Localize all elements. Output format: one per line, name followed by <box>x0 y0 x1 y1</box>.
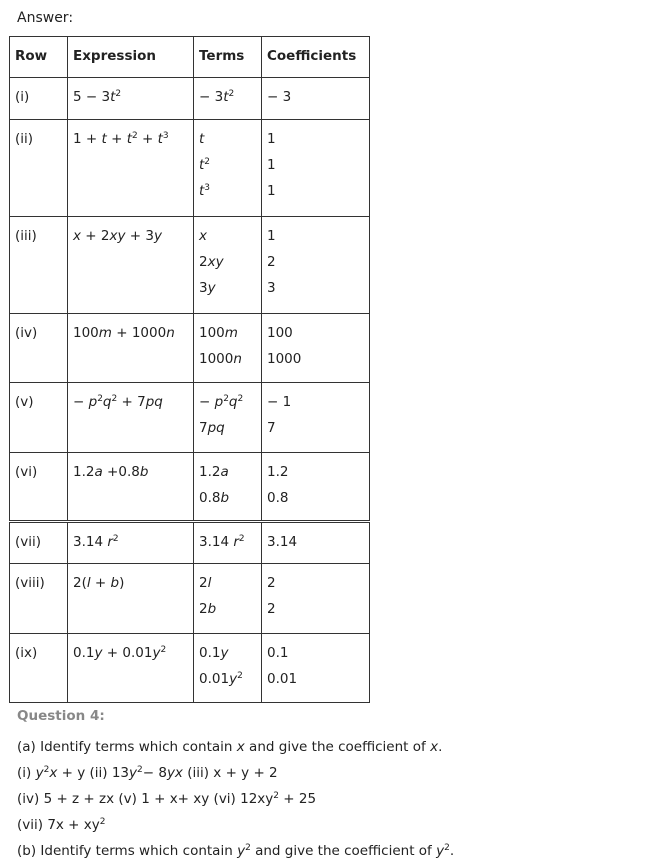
term: x <box>199 228 207 244</box>
coefficients-cell <box>262 634 370 703</box>
term: 2l <box>199 575 212 591</box>
coefficients-cell <box>262 78 370 120</box>
term: − $3t^2$ <box>199 89 235 105</box>
term: $t^2$ <box>199 157 211 173</box>
coefficient: 0.8 <box>267 490 289 506</box>
coefficient: 2 <box>267 601 276 617</box>
terms-cell <box>194 120 262 217</box>
expression-cell: 2(l + b) <box>68 564 194 634</box>
terms-cell <box>194 634 262 703</box>
table-row <box>10 78 370 120</box>
terms-cell <box>194 564 262 634</box>
coefficient: 2 <box>267 254 276 270</box>
header-row: Row <box>10 37 68 78</box>
question-line: (a) Identify terms which contain x and give the coefficient of x. <box>17 739 443 755</box>
row-label: (viii) <box>10 564 68 634</box>
term: 1.2a <box>199 464 229 480</box>
expression-cell: x + 2xy + 3y <box>68 217 194 314</box>
row-label: (vii) <box>10 522 68 564</box>
term: 2xy <box>199 254 224 270</box>
term: t <box>199 131 205 147</box>
question-line: (b) Identify terms which contain $y^2$ and give the coefficient of $y^2$. <box>17 843 455 859</box>
term: 3.14 $r^2$ <box>199 534 245 550</box>
term: 3y <box>199 280 216 296</box>
row-label: (ix) <box>10 634 68 703</box>
answer-table <box>9 36 370 703</box>
row-label: (iv) <box>10 314 68 383</box>
coefficient: − 3 <box>267 89 292 105</box>
coefficients-cell <box>262 314 370 383</box>
header-expression: Expression <box>68 37 194 78</box>
coefficient: 7 <box>267 420 276 436</box>
term: 0.8b <box>199 490 230 506</box>
term: 7pq <box>199 420 225 436</box>
expression-cell: $1 + t + t^2 + t^3$ <box>68 120 194 217</box>
coefficient: 1.2 <box>267 464 289 480</box>
expression-cell: 3.14 $r^2$ <box>68 522 194 564</box>
coefficients-cell <box>262 522 370 564</box>
term: $t^3$ <box>199 183 211 199</box>
row-label: (vi) <box>10 453 68 522</box>
terms-cell <box>194 217 262 314</box>
coefficients-cell <box>262 217 370 314</box>
term: 100m <box>199 325 238 341</box>
table-row <box>10 314 370 383</box>
coefficient: 1 <box>267 228 276 244</box>
question-line: (iv) 5 + z + zx (v) 1 + x+ xy (vi) $12xy^2 + 25$ <box>17 791 317 807</box>
coefficient: 1 <box>267 183 276 199</box>
coefficient: 1000 <box>267 351 302 367</box>
coefficients-cell <box>262 383 370 453</box>
term: − $p^2q^2$ <box>199 394 244 410</box>
table-row <box>10 522 370 564</box>
table-row <box>10 217 370 314</box>
header-terms: Terms <box>194 37 262 78</box>
term: 1000n <box>199 351 242 367</box>
question-line: (i) $y^2x + y$ (ii) $13y^2- 8yx$ (iii) x + y + 2 <box>17 765 278 781</box>
row-label: (v) <box>10 383 68 453</box>
table-header-row <box>10 37 370 78</box>
coefficient: 1 <box>267 131 276 147</box>
expression-cell: − $p^2q^2 + 7pq$ <box>68 383 194 453</box>
answer-label: Answer: <box>17 10 74 26</box>
coefficient: 0.1 <box>267 645 289 661</box>
table-row <box>10 383 370 453</box>
coefficient: 3 <box>267 280 276 296</box>
row-label: (i) <box>10 78 68 120</box>
term: 0.1y <box>199 645 229 661</box>
header-coefficients: Coefficients <box>262 37 370 78</box>
term: 2b <box>199 601 217 617</box>
terms-cell <box>194 383 262 453</box>
coefficient: 0.01 <box>267 671 298 687</box>
question-text <box>17 734 454 864</box>
table-row <box>10 634 370 703</box>
coefficients-cell <box>262 120 370 217</box>
term: $0.01y^2$ <box>199 671 243 687</box>
coefficient: − 1 <box>267 394 292 410</box>
table-row <box>10 120 370 217</box>
table-row <box>10 564 370 634</box>
coefficients-cell <box>262 564 370 634</box>
row-label: (iii) <box>10 217 68 314</box>
terms-cell <box>194 453 262 522</box>
terms-cell <box>194 522 262 564</box>
question-title: Question 4: <box>17 708 105 724</box>
coefficient: 2 <box>267 575 276 591</box>
coefficient: 100 <box>267 325 293 341</box>
question-line: (vii) $7x + xy^2$ <box>17 817 106 833</box>
coefficients-cell <box>262 453 370 522</box>
coefficient: 3.14 <box>267 534 298 550</box>
expression-cell: $0.1y + 0.01y^2$ <box>68 634 194 703</box>
expression-cell: 100m + 1000n <box>68 314 194 383</box>
terms-cell <box>194 314 262 383</box>
coefficient: 1 <box>267 157 276 173</box>
table-row <box>10 453 370 522</box>
row-label: (ii) <box>10 120 68 217</box>
expression-cell: 1.2a +0.8b <box>68 453 194 522</box>
expression-cell: $5 - 3t^2$ <box>68 78 194 120</box>
terms-cell <box>194 78 262 120</box>
